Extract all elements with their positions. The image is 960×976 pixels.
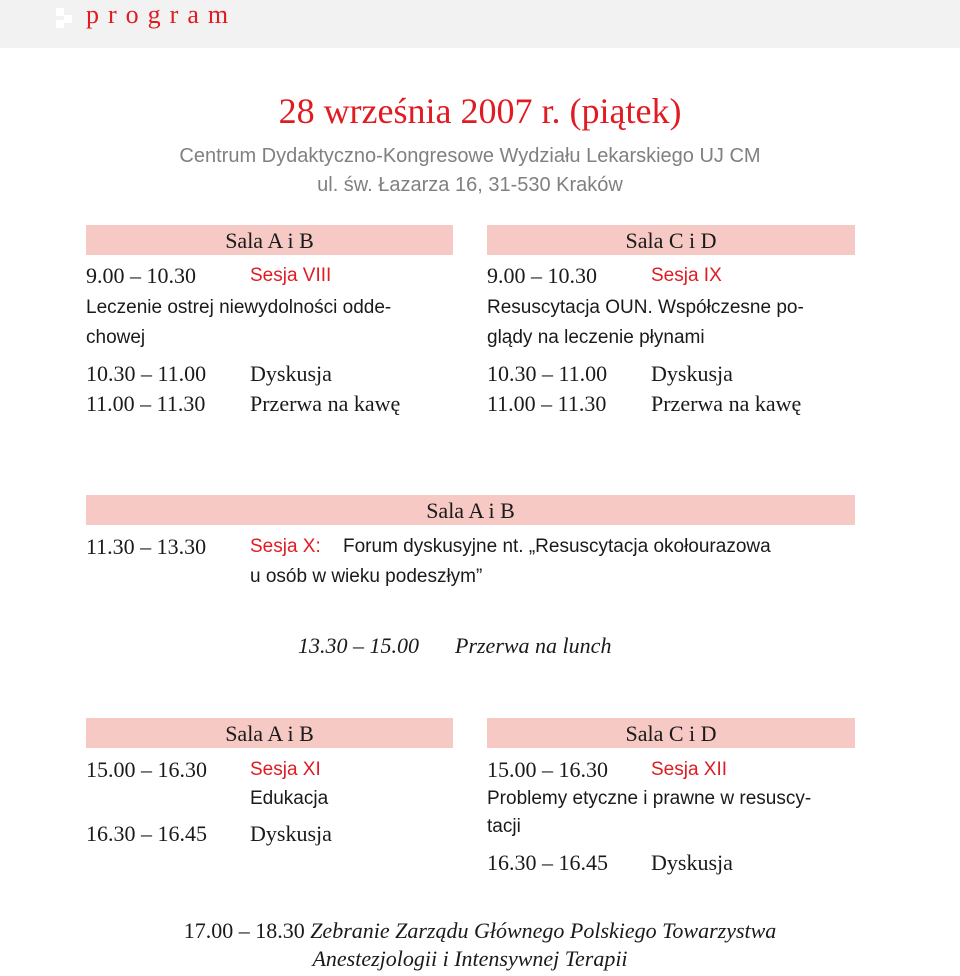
session-time: 15.00 – 16.30 <box>487 757 608 782</box>
row-time: 16.30 – 16.45 <box>86 821 207 846</box>
row-label: Przerwa na kawę <box>250 391 401 416</box>
final-title-cont: Anestezjologii i Intensywnej Terapii <box>312 946 628 971</box>
hall-header-ab: Sala A i B <box>86 718 453 748</box>
session-name: Sesja XII <box>651 759 728 780</box>
row-label: Przerwa na kawę <box>651 391 802 416</box>
session-topic-cont: chowej <box>86 327 146 348</box>
hall-header-cd: Sala C i D <box>487 718 855 748</box>
venue-address: ul. św. Łazarza 16, 31-530 Kraków <box>317 174 623 196</box>
session-topic-cont: glądy na leczenie płynami <box>487 327 705 348</box>
row-time: 10.30 – 11.00 <box>86 361 207 386</box>
venue-name: Centrum Dydaktyczno-Kongresowe Wydziału Lekarskiego UJ CM <box>179 145 761 167</box>
session-name: Sesja X: <box>250 536 321 557</box>
session-name: Sesja XI <box>250 759 321 780</box>
session-time: 9.00 – 10.30 <box>487 263 597 288</box>
row-time: 16.30 – 16.45 <box>487 850 608 875</box>
hall-header-ab: Sala A i B <box>86 495 855 525</box>
session-time: 9.00 – 10.30 <box>86 263 196 288</box>
row-label: Dyskusja <box>250 361 332 386</box>
session-time: 11.30 – 13.30 <box>86 534 207 559</box>
final-time: 17.00 – 18.30 <box>183 918 305 943</box>
session-topic: Resuscytacja OUN. Współczesne po- <box>487 297 804 318</box>
session-topic: Forum dyskusyjne nt. „Resuscytacja okołourazowa <box>343 536 771 557</box>
session-name: Sesja VIII <box>250 265 332 286</box>
session-name: Sesja IX <box>651 265 722 286</box>
row-time: 11.00 – 11.30 <box>86 391 206 416</box>
row-label: Dyskusja <box>651 361 733 386</box>
hall-header-ab: Sala A i B <box>86 225 453 255</box>
lunch-time: 13.30 – 15.00 <box>298 633 419 658</box>
final-title: Zebranie Zarządu Głównego Polskiego Towarzystwa <box>310 918 777 943</box>
header-bar <box>0 0 960 48</box>
session-topic: Edukacja <box>250 788 329 809</box>
session-topic: Problemy etyczne i prawne w resuscy- <box>487 788 812 809</box>
session-topic-cont: tacji <box>487 816 521 837</box>
section-title: program <box>86 0 238 29</box>
cross-logo-icon <box>56 6 76 28</box>
row-label: Dyskusja <box>250 821 332 846</box>
row-time: 10.30 – 11.00 <box>487 361 608 386</box>
session-time: 15.00 – 16.30 <box>86 757 207 782</box>
row-label: Dyskusja <box>651 850 733 875</box>
session-topic-cont: u osób w wieku podeszłym” <box>250 566 483 587</box>
final-meeting <box>0 918 960 944</box>
lunch-label: Przerwa na lunch <box>455 633 612 658</box>
event-date: 28 września 2007 r. (piątek) <box>278 91 682 131</box>
row-time: 11.00 – 11.30 <box>487 391 607 416</box>
session-topic: Leczenie ostrej niewydolności odde- <box>86 297 392 318</box>
hall-header-cd: Sala C i D <box>487 225 855 255</box>
